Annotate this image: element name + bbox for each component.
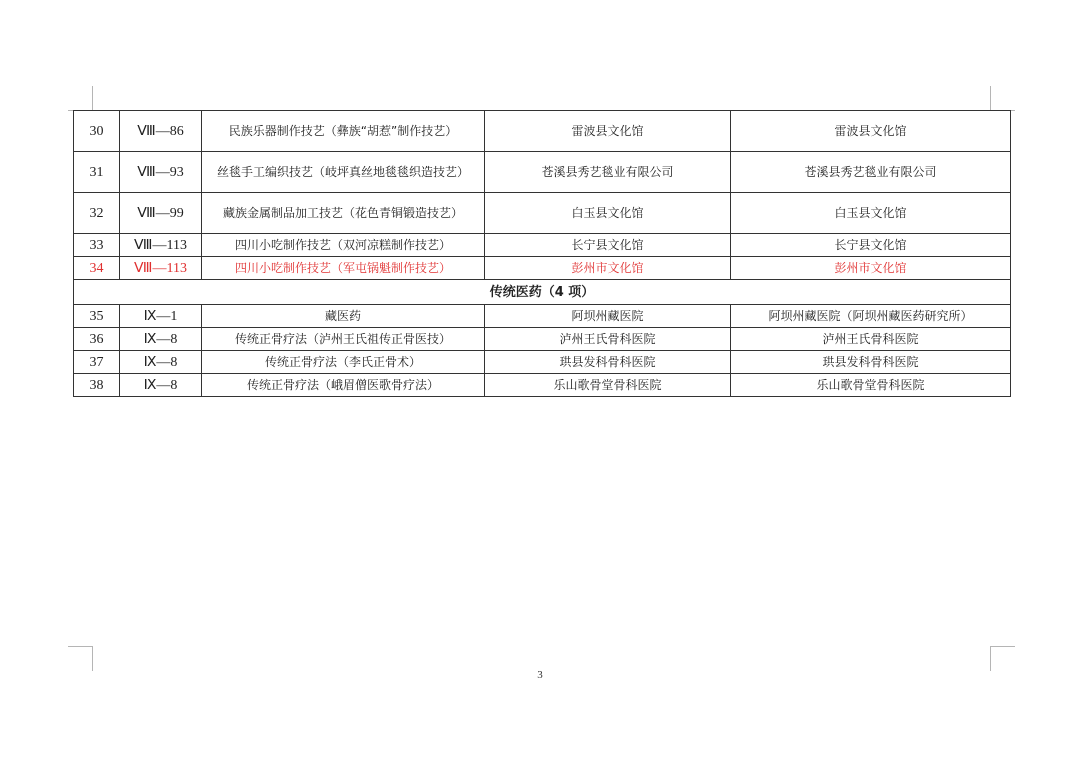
row-number: 37 — [74, 351, 120, 374]
applicant-unit: 苍溪县秀艺毯业有限公司 — [485, 152, 731, 193]
applicant-unit: 泸州王氏骨科医院 — [485, 328, 731, 351]
table-row — [74, 328, 1011, 351]
row-number: 38 — [74, 374, 120, 397]
page-number: 3 — [537, 669, 543, 681]
project-name: 传统正骨疗法（泸州王氏祖传正骨医技） — [202, 328, 485, 351]
table-row — [74, 374, 1011, 397]
row-number: 30 — [74, 111, 120, 152]
applicant-unit: 白玉县文化馆 — [485, 193, 731, 234]
crop-mark-bottom-right — [990, 646, 1015, 671]
protection-unit: 阿坝州藏医院（阿坝州藏医药研究所） — [731, 305, 1011, 328]
item-code: Ⅷ—113 — [120, 257, 202, 280]
project-name: 藏族金属制品加工技艺（花色青铜锻造技艺） — [202, 193, 485, 234]
protection-unit: 彭州市文化馆 — [731, 257, 1011, 280]
item-code: Ⅸ—8 — [120, 328, 202, 351]
applicant-unit: 彭州市文化馆 — [485, 257, 731, 280]
item-code: Ⅷ—86 — [120, 111, 202, 152]
item-code: Ⅷ—113 — [120, 234, 202, 257]
row-number: 34 — [74, 257, 120, 280]
applicant-unit: 珙县发科骨科医院 — [485, 351, 731, 374]
crop-mark-top-right — [990, 86, 1015, 111]
protection-unit: 珙县发科骨科医院 — [731, 351, 1011, 374]
protection-unit: 泸州王氏骨科医院 — [731, 328, 1011, 351]
table-row — [74, 111, 1011, 152]
crop-mark-top-left — [68, 86, 93, 111]
item-code: Ⅸ—1 — [120, 305, 202, 328]
project-name: 藏医药 — [202, 305, 485, 328]
protection-unit: 白玉县文化馆 — [731, 193, 1011, 234]
heritage-list-table — [73, 110, 1011, 397]
project-name: 四川小吃制作技艺（军屯锅魁制作技艺） — [202, 257, 485, 280]
project-name: 传统正骨疗法（峨眉僧医歌骨疗法） — [202, 374, 485, 397]
crop-mark-bottom-left — [68, 646, 93, 671]
table-row — [74, 152, 1011, 193]
row-number: 36 — [74, 328, 120, 351]
item-code: Ⅷ—99 — [120, 193, 202, 234]
project-name: 丝毯手工编织技艺（岐坪真丝地毯毯织造技艺） — [202, 152, 485, 193]
table-row-highlighted — [74, 257, 1011, 280]
row-number: 35 — [74, 305, 120, 328]
applicant-unit: 乐山歌骨堂骨科医院 — [485, 374, 731, 397]
project-name: 民族乐器制作技艺（彝族“胡惹”制作技艺） — [202, 111, 485, 152]
table-row — [74, 193, 1011, 234]
row-number: 31 — [74, 152, 120, 193]
protection-unit: 雷波县文化馆 — [731, 111, 1011, 152]
protection-unit: 苍溪县秀艺毯业有限公司 — [731, 152, 1011, 193]
project-name: 四川小吃制作技艺（双河凉糕制作技艺） — [202, 234, 485, 257]
protection-unit: 长宁县文化馆 — [731, 234, 1011, 257]
project-name: 传统正骨疗法（李氏正骨术） — [202, 351, 485, 374]
table-row — [74, 234, 1011, 257]
row-number: 33 — [74, 234, 120, 257]
applicant-unit: 长宁县文化馆 — [485, 234, 731, 257]
protection-unit: 乐山歌骨堂骨科医院 — [731, 374, 1011, 397]
section-header-row — [74, 280, 1011, 305]
item-code: Ⅸ—8 — [120, 374, 202, 397]
table-row — [74, 351, 1011, 374]
section-title: 传统医药（4 项） — [74, 280, 1011, 305]
item-code: Ⅷ—93 — [120, 152, 202, 193]
applicant-unit: 阿坝州藏医院 — [485, 305, 731, 328]
row-number: 32 — [74, 193, 120, 234]
table-row — [74, 305, 1011, 328]
item-code: Ⅸ—8 — [120, 351, 202, 374]
applicant-unit: 雷波县文化馆 — [485, 111, 731, 152]
